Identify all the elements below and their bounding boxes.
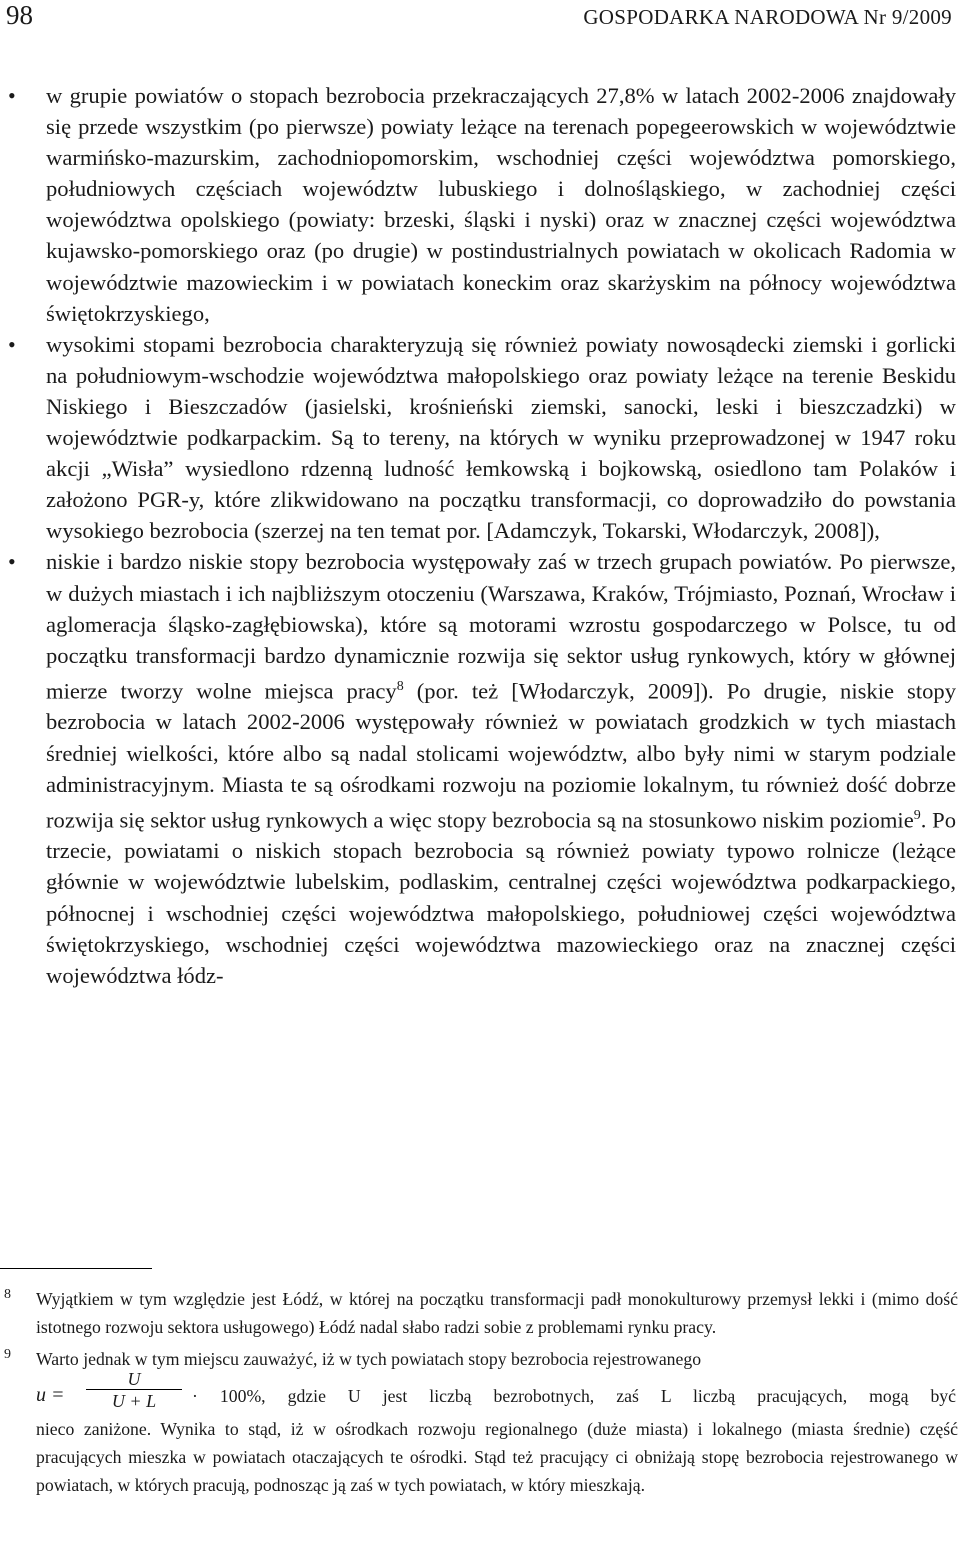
list-item-text: niskie i bardzo niskie stopy bezrobocia występowały zaś w trzech grupach powiatów. Po pierwsze, w dużych miastach i ich najbliższym otoczeniu (Warszawa, Kraków, Trójmiasto, Poznań, Wrocław i aglomeracja śląsko-zagłębiowska), które są motorami wzrostu gospodarczego w Polsce, tu od początku transformacji bardzo dynamicznie rozwija się sektor usług rynkowych, który w głównej mierze tworzy wolne miejsca pracy [46,549,956,704]
footnote-text: nieco zaniżone. Wynika to stąd, iż w ośrodkach rozwoju regionalnego (duże miasta) i lokalnego (miasta średnie) część pracujących mieszka w powiatach otaczających te ośrodki. Stąd też pracujący ci obniżają stopę bezrobocia rejestrowanego w powiatach, w których pracują, podnosząc ją zaś w tych powiatach, w który mieszkają. [36,1419,958,1495]
list-item-text: w grupie powiatów o stopach bezrobocia przekraczających 27,8% w latach 2002-2006 znajdowały się przede wszystkim (po pierwsze) powiaty leżące na terenach popegeerowskich w województwie warmińsko-mazurskim, zachodniopomorskim, wschodniej części województwa pomorskiego, południowych częściach województw lubuskiego i dolnośląskiego, w zachodniej części województwa opolskiego (powiaty: brzeski, śląski i nyski) oraz w znacznej części województwa kujawsko-pomorskiego oraz (po drugie) w postindustrialnych powiatach w okolicach Radomia w województwie mazowieckim i w powiatach koneckim oraz skarżyskim na północy województwa świętokrzyskiego, [46,83,956,326]
formula-fraction [84,1369,184,1412]
list-item [0,329,960,547]
list-item-text: wysokimi stopami bezrobocia charakteryzują się również powiaty nowosądecki ziemski i gorlicki na południowym-wschodzie województwa małopolskiego oraz powiaty leżące na terenie Beskidu Niskiego i Bieszczadów (jasielski, krośnieński ziemski, sanocki, leski i bieszczadzki) w województwie podkarpackim. Są to tereny, na których w wyniku przeprowadzonej w 1947 roku akcji „Wisła” wysiedlono rdzenną ludność łemkowską i bojkowską, osiedlono tam Polaków i założono PGR-y, które zlikwidowano na początku transformacji, co doprowadziło do powstania wysokiego bezrobocia (szerzej na ten temat por. [Adamczyk, Tokarski, Włodarczyk, 2008]), [46,331,956,544]
footnote-8 [0,1285,960,1341]
footnote-ref[interactable]: 9 [913,807,921,823]
footnote-text: Warto jednak w tym miejscu zauważyć, iż w tych powiatach stopy bezrobocia rejestrowanego [36,1349,702,1369]
fraction-numerator: U [127,1369,141,1389]
footnote-number: 8 [4,1287,11,1302]
fraction-denominator: U + L [111,1391,157,1411]
page-number: 98 [6,0,33,30]
list-item-text: (por. też [Włodarczyk, 2009]). Po drugie, niskie stopy bezrobocia w latach 2002-2006 występowały również w powiatach grodzkich w tych miastach średniej wielkości, które albo są nadal stolicami województw, albo były nimi w starym podziale administracyjnym. Miasta te są ośrodkami rozwoju na poziomie lokalnym, tu również dość dobrze rozwija się sektor usług rynkowych a więc stopy bezrobocia są na stosunkowo niskim poziomie [46,678,956,833]
footnote-text: Wyjątkiem w tym względzie jest Łódź, w której na początku transformacji padł monokulturowy przemysł lekki i (mimo dość istotnego rozwoju sektora usługowego) Łódź nadal słabo radzi sobie z problemami rynku pracy. [36,1289,958,1337]
footnotes [0,1268,960,1499]
main-text [0,80,960,991]
footnote-number: 9 [4,1347,11,1362]
formula-text: · 100%, gdzie U jest liczbą bezrobotnych, zaś L liczbą pracujących, mogą być [192,1386,956,1406]
list-item-text: . Po trzecie, powiatami o niskich stopach bezrobocia są również powiaty typowo rolnicze (leżące głównie w województwie lubelskim, podlaskim, centralnej części województwa podkarpackiego, północnej i wschodniej części województwa małopolskiego, południowej części województwa świętokrzyskiego, wschodniej części województwa mazowieckiego oraz na znacznej części województwa łódz- [46,807,956,988]
list-item [0,546,960,990]
bullet-icon: • [8,331,16,357]
bullet-icon: • [8,83,16,108]
footnote-ref[interactable]: 8 [396,678,404,694]
formula-lhs: u = [36,1384,65,1406]
formula [36,1369,958,1415]
bullet-icon: • [8,549,16,575]
footnote-divider [0,1268,152,1269]
footnote-9 [0,1345,960,1499]
running-head: GOSPODARKA NARODOWA Nr 9/2009 [583,5,952,29]
page-header [0,0,960,40]
list-item [0,80,960,329]
